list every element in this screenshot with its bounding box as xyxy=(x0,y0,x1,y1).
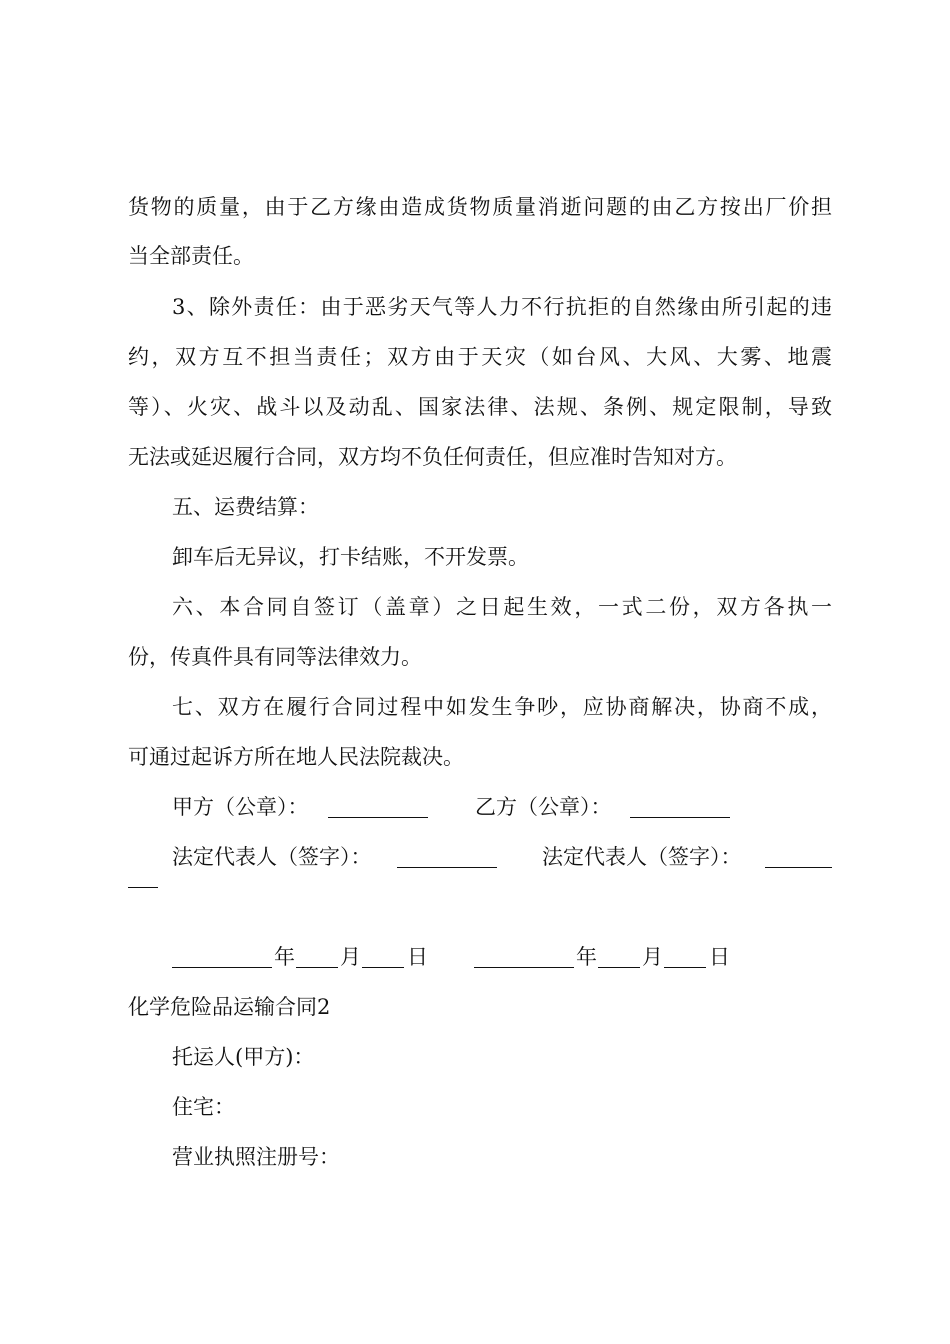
section-6-line: 六、本合同自签订（盖章）之日起生效，一式二份，双方各执一 xyxy=(172,595,832,619)
clause-3-line: 3、除外责任：由于恶劣天气等人力不行抗拒的自然缘由所引起的违 xyxy=(172,295,832,319)
rep-b-label: 法定代表人（签字）： xyxy=(542,845,742,869)
body-line: 等）、火灾、战斗以及动乱、国家法律、法规、条例、规定限制，导致 xyxy=(128,395,832,419)
date-a-day-blank[interactable] xyxy=(362,947,404,968)
rep-a-signature-blank[interactable] xyxy=(397,847,497,868)
date-a-month-blank[interactable] xyxy=(296,947,338,968)
body-line: 货物的质量，由于乙方缘由造成货物质量消逝问题的由乙方按出厂价担 xyxy=(128,195,832,219)
date-b-month-blank[interactable] xyxy=(598,947,640,968)
date-b-day-label: 日 xyxy=(709,945,730,969)
body-line: 可通过起诉方所在地人民法院裁决。 xyxy=(128,745,464,769)
party-a-seal-blank[interactable] xyxy=(328,797,428,818)
body-line: 无法或延迟履行合同，双方均不负任何责任，但应准时告知对方。 xyxy=(128,445,737,469)
body-line: 约，双方互不担当责任；双方由于天灾（如台风、大风、大雾、地震 xyxy=(128,345,832,369)
date-b-year-label: 年 xyxy=(576,945,597,969)
body-line: 卸车后无异议，打卡结账，不开发票。 xyxy=(172,545,529,569)
party-a-seal-label: 甲方（公章）： xyxy=(172,795,309,819)
contract-2-title: 化学危险品运输合同2 xyxy=(128,995,331,1019)
rep-b-signature-blank[interactable] xyxy=(765,847,832,868)
date-b-day-blank[interactable] xyxy=(664,947,706,968)
date-a-year-blank[interactable] xyxy=(172,947,272,968)
shipper-field-label: 托运人(甲方)： xyxy=(172,1045,315,1069)
date-a-day-label: 日 xyxy=(407,945,428,969)
body-line: 份，传真件具有同等法律效力。 xyxy=(128,645,422,669)
date-a-year-label: 年 xyxy=(274,945,295,969)
date-a-month-label: 月 xyxy=(340,945,361,969)
party-b-seal-label: 乙方（公章）： xyxy=(475,795,612,819)
section-7-line: 七、双方在履行合同过程中如发生争吵，应协商解决，协商不成， xyxy=(172,695,832,719)
date-b-year-blank[interactable] xyxy=(474,947,574,968)
license-field-label: 营业执照注册号： xyxy=(172,1145,340,1169)
address-field-label: 住宅： xyxy=(172,1095,235,1119)
body-line: 当全部责任。 xyxy=(128,244,254,268)
date-b-month-label: 月 xyxy=(642,945,663,969)
rep-a-label: 法定代表人（签字）： xyxy=(172,845,372,869)
rep-b-signature-blank-wrap xyxy=(128,867,158,888)
section-5-heading: 五、运费结算： xyxy=(172,495,319,519)
party-b-seal-blank[interactable] xyxy=(630,797,730,818)
